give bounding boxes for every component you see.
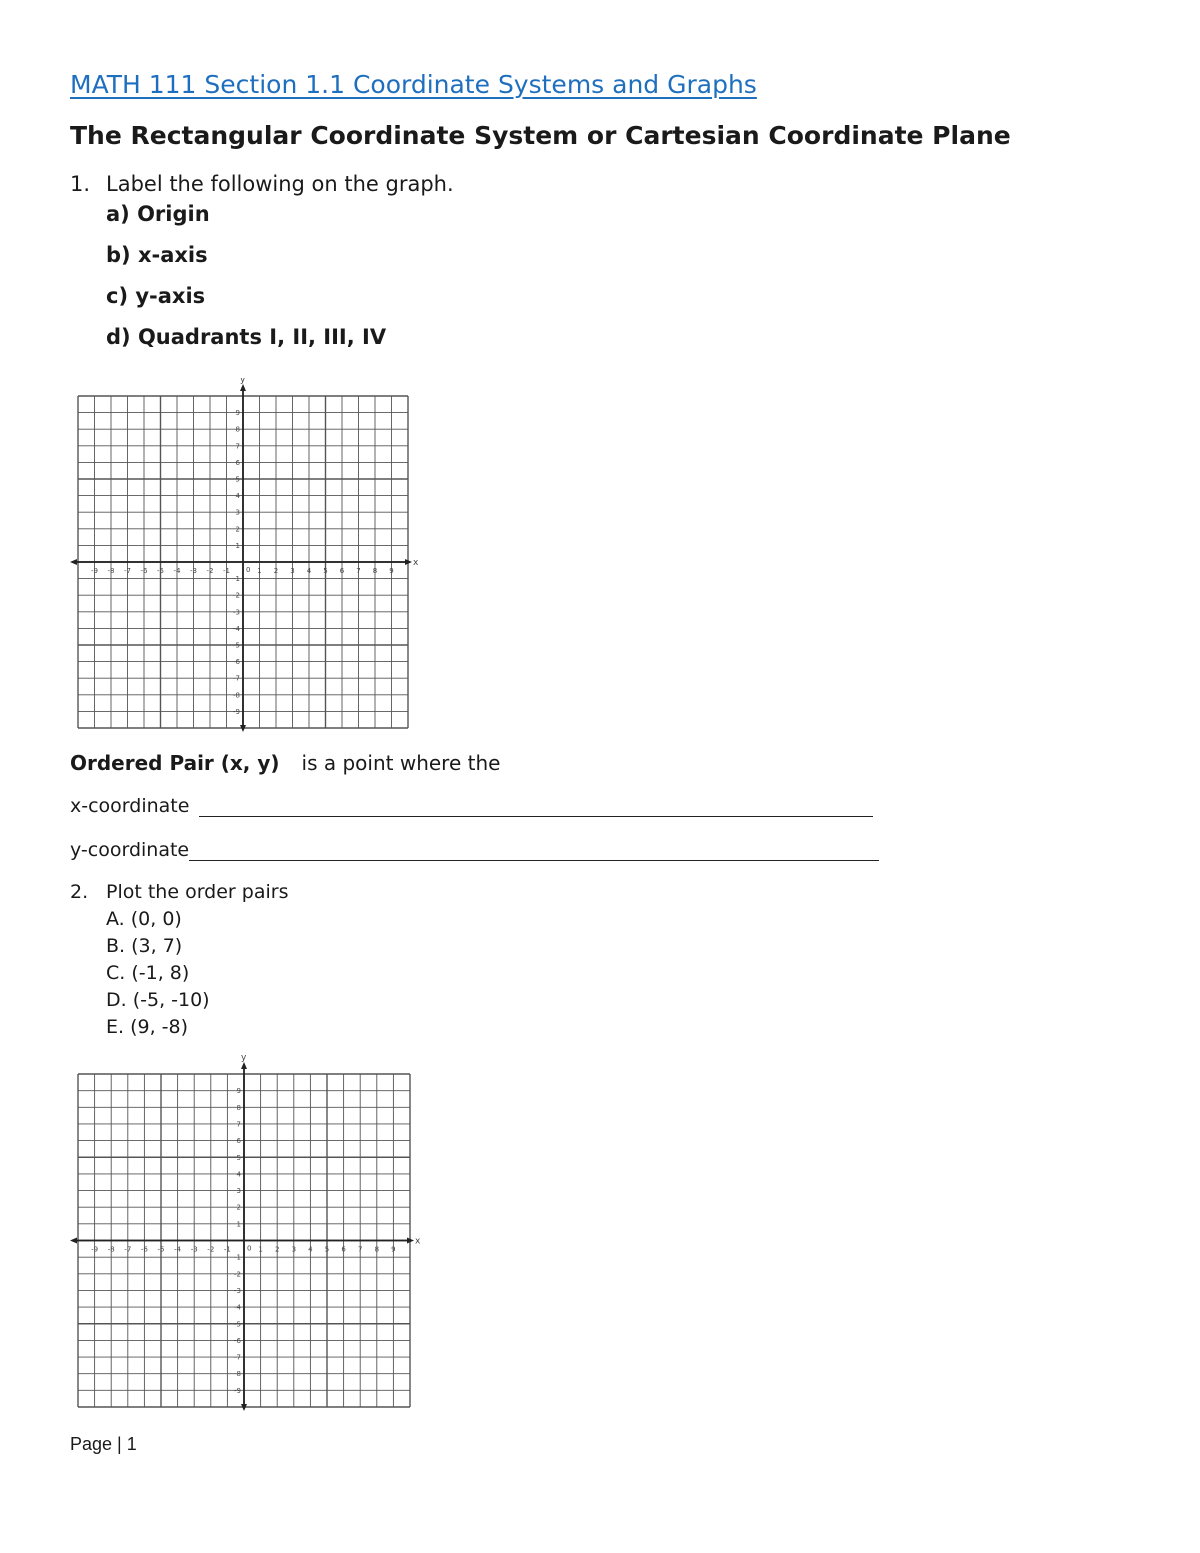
y-tick-label: 7 [236,1120,241,1129]
x-tick-label: 5 [323,567,328,575]
question-1 [70,172,454,196]
y-axis-label: y [241,1054,247,1063]
x-tick-label: -7 [124,1245,132,1254]
x-tick-label: 4 [306,567,312,575]
y-tick-label: 5 [235,475,240,484]
y-tick-label: -6 [234,1336,241,1345]
x-tick-label: -3 [190,567,197,575]
y-tick-label: -9 [233,707,240,716]
x-coordinate-line [70,795,873,817]
y-tick-label: -5 [234,1320,241,1329]
x-tick-label: -9 [91,1245,99,1254]
q1-item-quadrants: d) Quadrants I, II, III, IV [106,325,387,349]
coordinate-grid-2[interactable] [70,1054,422,1412]
q2-pair-a: A. (0, 0) [106,908,182,930]
x-axis-label: x [415,1236,421,1247]
x-tick-label: -5 [157,1245,165,1254]
x-tick-label: -5 [157,567,164,575]
y-tick-label: -5 [233,641,240,650]
page-footer: Page | 1 [70,1434,137,1454]
x-tick-label: 6 [339,567,345,575]
y-tick-label: 2 [235,525,240,534]
x-axis-arrow-left [70,1238,77,1244]
x-tick-label: 4 [308,1245,313,1254]
x-tick-label: -2 [207,1245,215,1254]
x-tick-label: -8 [107,567,115,575]
x-tick-label: 1 [257,567,262,575]
y-tick-label: 6 [236,1137,241,1146]
y-tick-label: 1 [235,541,240,550]
x-tick-label: 5 [324,1245,330,1254]
y-tick-label: -4 [233,624,240,633]
y-tick-label: -7 [233,674,240,683]
q2-pair-e: E. (9, -8) [106,1016,189,1038]
coordinate-grid-1[interactable] [70,378,420,733]
origin-label: 0 [247,1244,252,1253]
y-axis-arrow-up [240,384,246,391]
y-coordinate-line [70,839,879,861]
x-tick-label: 7 [357,1245,363,1254]
y-tick-label: 5 [236,1153,241,1162]
x-tick-label: -1 [223,1245,231,1254]
y-coordinate-blank[interactable] [189,840,879,861]
q2-pair-b: B. (3, 7) [106,935,183,957]
ordered-pair-term: Ordered Pair (x, y) [70,751,280,775]
ordered-pair-definition [70,751,500,775]
x-tick-label: 3 [291,1245,297,1254]
x-tick-label: -6 [140,1245,148,1254]
page-title: MATH 111 Section 1.1 Coordinate Systems and Graphs [70,70,757,99]
y-tick-label: 1 [236,1220,241,1229]
x-axis-label: x [413,558,419,568]
x-tick-label: -8 [107,1245,115,1254]
y-tick-label: 7 [235,442,240,451]
x-tick-label: -4 [173,567,181,575]
y-tick-label: 6 [235,458,240,467]
x-tick-label: -3 [190,1245,198,1254]
y-tick-label: -8 [234,1370,241,1379]
x-tick-label: 2 [273,567,279,575]
x-tick-label: 3 [290,567,295,575]
q1-item-y-axis: c) y-axis [106,284,206,308]
x-tick-label: -1 [223,567,230,575]
x-tick-label: -2 [206,567,214,575]
y-tick-label: -2 [233,591,240,600]
question-1-prompt: Label the following on the graph. [106,172,454,196]
y-tick-label: 3 [235,508,240,517]
x-tick-label: 7 [356,567,361,575]
y-tick-label: 4 [235,492,240,501]
question-2-number: 2. [70,881,89,903]
y-tick-label: -1 [234,1253,241,1262]
x-tick-label: -6 [140,567,148,575]
x-tick-label: 8 [374,1245,380,1254]
y-tick-label: -6 [233,658,240,667]
x-coordinate-label: x-coordinate [70,795,190,817]
q1-item-origin: a) Origin [106,202,210,226]
y-tick-label: -1 [233,575,240,584]
y-tick-label: 9 [236,1087,241,1096]
question-2-prompt: Plot the order pairs [106,881,289,903]
x-coordinate-blank[interactable] [199,796,873,817]
y-coordinate-label: y-coordinate [70,839,190,861]
x-tick-label: 8 [372,567,378,575]
y-tick-label: -3 [234,1286,241,1295]
ordered-pair-description: is a point where the [301,751,501,775]
x-tick-label: 9 [389,567,394,575]
x-axis-arrow-left [70,559,77,565]
x-tick-label: 6 [341,1245,346,1254]
question-1-number: 1. [70,172,91,196]
q1-item-x-axis: b) x-axis [106,243,208,267]
y-tick-label: -2 [234,1270,241,1279]
y-tick-label: 8 [236,1103,241,1112]
y-tick-label: -7 [234,1353,241,1362]
x-tick-label: -4 [174,1245,182,1254]
y-tick-label: 2 [236,1203,241,1212]
y-tick-label: 4 [236,1170,241,1179]
section-heading: The Rectangular Coordinate System or Cartesian Coordinate Plane [70,121,1011,150]
y-tick-label: 8 [235,425,240,434]
y-tick-label: 9 [235,409,240,418]
y-tick-label: -8 [233,691,240,700]
x-tick-label: 1 [258,1245,263,1254]
y-tick-label: -3 [233,608,240,617]
x-tick-label: 2 [274,1245,280,1254]
y-axis-label: y [240,378,246,385]
x-tick-label: -7 [124,567,131,575]
y-axis-arrow-up [241,1062,247,1069]
y-tick-label: -9 [234,1386,241,1395]
x-tick-label: 9 [391,1245,396,1254]
y-tick-label: 3 [236,1187,241,1196]
question-2 [70,881,288,903]
q2-pair-d: D. (-5, -10) [106,989,210,1011]
x-tick-label: -9 [91,567,98,575]
q2-pair-c: C. (-1, 8) [106,962,190,984]
origin-label: 0 [246,566,251,574]
y-tick-label: -4 [234,1303,241,1312]
